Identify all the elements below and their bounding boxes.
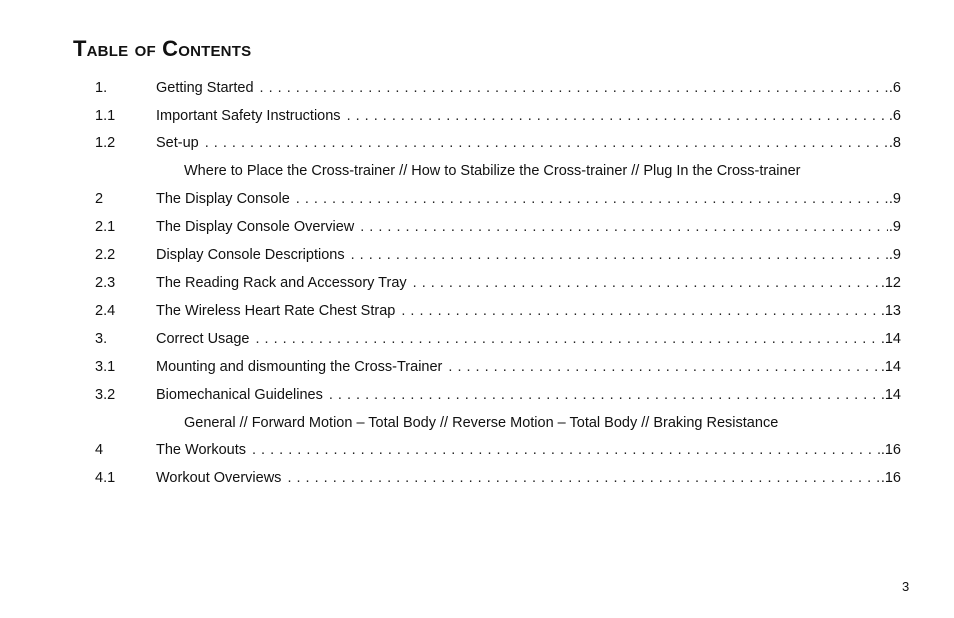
toc-entry-line <box>156 436 901 464</box>
toc-entry[interactable] <box>0 241 954 269</box>
toc-entry-number: 2 <box>95 191 104 207</box>
toc-entry-page[interactable]: .14 <box>880 387 901 403</box>
toc-entry-line <box>156 381 901 409</box>
toc-subtopics-text: General // Forward Motion – Total Body // Reverse Motion – Total Body // Braking Resistance <box>184 415 779 431</box>
toc-entry-page[interactable]: .9 <box>888 191 901 207</box>
toc-entry[interactable] <box>0 102 954 130</box>
toc-subtopics <box>0 157 954 185</box>
toc-entry-line <box>156 241 901 269</box>
toc-entry[interactable] <box>0 464 954 492</box>
toc-entry-line <box>156 74 901 102</box>
toc-entry-page[interactable]: .16 <box>880 470 901 486</box>
toc-entry-title[interactable]: Important Safety Instructions <box>156 108 341 124</box>
toc-entry-title[interactable]: Set-up <box>156 135 199 151</box>
toc-entry-line <box>156 102 901 130</box>
toc-entry-page[interactable]: .14 <box>880 331 901 347</box>
toc-entry-number: 1. <box>95 80 108 96</box>
toc-entry-line <box>156 129 901 157</box>
toc-entry[interactable] <box>0 213 954 241</box>
toc-leader-dots <box>287 464 879 492</box>
toc-entry-page[interactable]: .9 <box>888 219 901 235</box>
toc-entry[interactable] <box>0 74 954 102</box>
toc-entry[interactable] <box>0 269 954 297</box>
toc-leader-dots <box>252 436 880 464</box>
toc-entry-title[interactable]: Getting Started <box>156 80 254 96</box>
toc-leader-dots <box>347 102 888 130</box>
toc-entry-number: 1.2 <box>95 135 116 151</box>
page-number: 3 <box>902 579 910 594</box>
toc-entry-line <box>156 185 901 213</box>
toc-entry[interactable] <box>0 436 954 464</box>
toc-entry-line <box>156 269 901 297</box>
toc-entry[interactable] <box>0 325 954 353</box>
toc-leader-dots <box>296 185 888 213</box>
toc-subtopics-text: Where to Place the Cross-trainer // How to Stabilize the Cross-trainer // Plug In the Cross-trainer <box>184 163 801 179</box>
toc-entry-page[interactable]: .12 <box>880 275 901 291</box>
toc-entry-page[interactable]: .6 <box>888 80 901 96</box>
toc-leader-dots <box>360 213 888 241</box>
toc-leader-dots <box>413 269 880 297</box>
toc-entry-title[interactable]: The Display Console <box>156 191 290 207</box>
toc-entry[interactable] <box>0 381 954 409</box>
toc-entry-title[interactable]: The Reading Rack and Accessory Tray <box>156 275 407 291</box>
toc-entry-title[interactable]: Correct Usage <box>156 331 250 347</box>
toc-entry-number: 2.3 <box>95 275 116 291</box>
toc-entry-number: 4 <box>95 442 104 458</box>
toc-leader-dots <box>401 297 879 325</box>
toc-entry-line <box>156 464 901 492</box>
toc-entry-number: 3.1 <box>95 359 116 375</box>
toc-entry-page[interactable]: .6 <box>888 108 901 124</box>
toc-entry-line <box>156 297 901 325</box>
toc-entry-number: 4.1 <box>95 470 116 486</box>
toc-entry-number: 2.4 <box>95 303 116 319</box>
toc-entry-line <box>156 325 901 353</box>
toc-entry-title[interactable]: The Workouts <box>156 442 246 458</box>
toc-entry-line <box>156 213 901 241</box>
toc-entry-page[interactable]: .14 <box>880 359 901 375</box>
toc-leader-dots <box>255 325 879 353</box>
toc-entry[interactable] <box>0 297 954 325</box>
toc-entry-page[interactable]: .16 <box>880 442 901 458</box>
toc-entry-page[interactable]: .13 <box>880 303 901 319</box>
toc-subtopics <box>0 409 954 437</box>
toc-entry-title[interactable]: The Display Console Overview <box>156 219 355 235</box>
toc-leader-dots <box>351 241 888 269</box>
toc-leader-dots <box>205 129 888 157</box>
toc-entry-page[interactable]: .9 <box>888 247 901 263</box>
toc-leader-dots <box>448 353 879 381</box>
toc-entry[interactable] <box>0 129 954 157</box>
toc-entry-title[interactable]: The Wireless Heart Rate Chest Strap <box>156 303 396 319</box>
toc-entry-title[interactable]: Workout Overviews <box>156 470 282 486</box>
toc-entry-line <box>156 353 901 381</box>
toc-entry-title[interactable]: Mounting and dismounting the Cross-Trainer <box>156 359 443 375</box>
toc-leader-dots <box>260 74 888 102</box>
toc-entry-page[interactable]: .8 <box>888 135 901 151</box>
toc-entry-number: 3.2 <box>95 387 116 403</box>
toc-entry[interactable] <box>0 353 954 381</box>
toc-leader-dots <box>329 381 880 409</box>
toc-entry-number: 2.2 <box>95 247 116 263</box>
page-title: Table of Contents <box>73 36 252 61</box>
toc-entry-number: 1.1 <box>95 108 116 124</box>
toc-entry-number: 3. <box>95 331 108 347</box>
toc-entry[interactable] <box>0 185 954 213</box>
toc-entry-number: 2.1 <box>95 219 116 235</box>
toc-entry-title[interactable]: Display Console Descriptions <box>156 247 345 263</box>
toc-entry-title[interactable]: Biomechanical Guidelines <box>156 387 323 403</box>
